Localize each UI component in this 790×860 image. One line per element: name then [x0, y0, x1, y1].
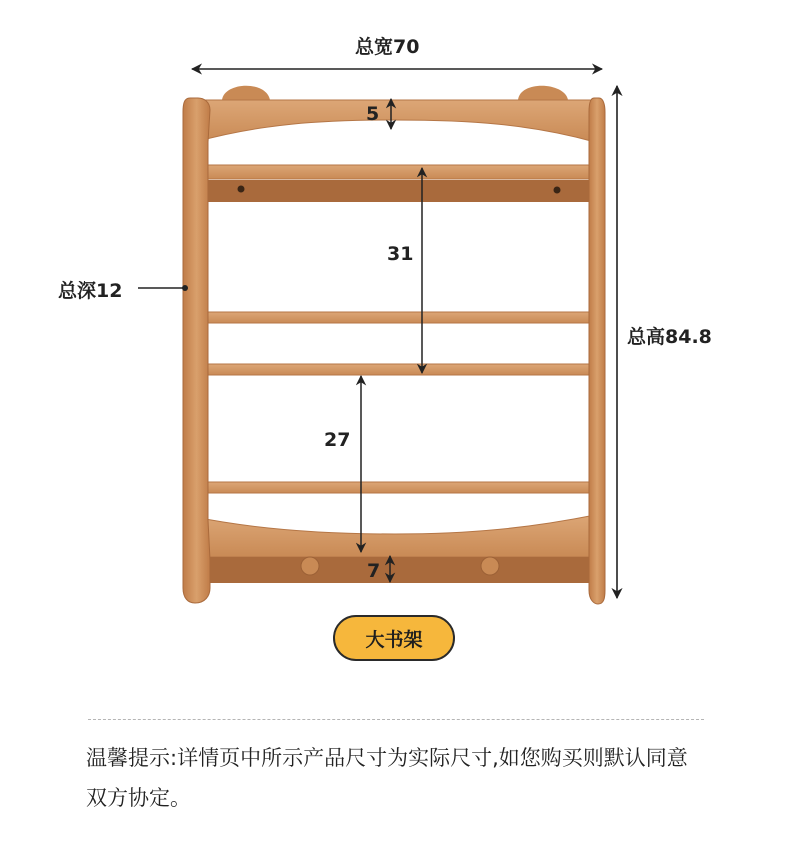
lower-back-board [205, 557, 590, 583]
upper-left-hole [238, 186, 245, 193]
left-ear [222, 86, 270, 100]
top-rail [195, 100, 595, 142]
shelf-rod-3 [196, 364, 594, 375]
right-side-panel [589, 98, 605, 604]
right-ear [518, 86, 568, 100]
product-name-badge: 大书架 [333, 615, 455, 661]
shelf-rod-1 [196, 165, 594, 179]
dashed-divider [88, 719, 704, 720]
lower-gap-label: 27 [324, 429, 351, 451]
left-peg [301, 557, 319, 575]
upper-gap-label: 31 [387, 243, 414, 265]
total-depth-label: 总深12 [58, 280, 123, 302]
shelf-rod-2 [196, 312, 594, 323]
right-peg [481, 557, 499, 575]
total-width-label: 总宽70 [355, 36, 420, 58]
shelf-rod-4 [196, 482, 594, 493]
total-height-label: 总高84.8 [627, 326, 712, 348]
left-side-panel [183, 98, 210, 603]
top-rail-label: 5 [366, 103, 380, 125]
upper-right-hole [554, 187, 561, 194]
notice-text: 温馨提示:详情页中所示产品尺寸为实际尺寸,如您购买则默认同意双方协定。 [86, 746, 688, 810]
upper-back-board [205, 180, 590, 202]
bottom-rail-label: 7 [367, 560, 381, 582]
depth-leader-dot [182, 285, 188, 291]
